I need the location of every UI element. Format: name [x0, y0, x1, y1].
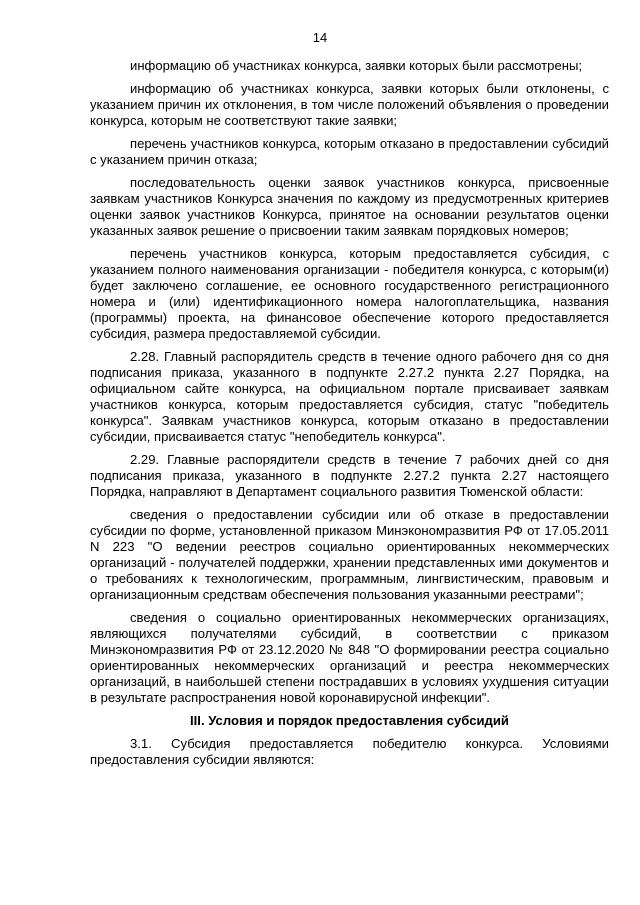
section-heading: III. Условия и порядок предоставления субсидий	[190, 713, 509, 728]
paragraph-recipients-list: перечень участников конкурса, которым предоставляется субсидия, с указанием полного наименования организации - победителя конкурса, с которым(и) будет заключено соглашение, ее основного государственного регистрационного номера и (или) идентификационного номера налогоплательщика, названия (программы) проекта, на финансовое обеспечение которого предоставляется субсидия, размера предоставляемой субсидии.	[90, 246, 609, 341]
paragraph-clause-2-28: 2.28. Главный распорядитель средств в течение одного рабочего дня со дня подписания приказа, указанного в подпункте 2.27.2 пункта 2.27 Порядка, на официальном сайте конкурса, на официальном портале присваивает заявкам участников конкурса, которым предоставляется субсидия, статус "победитель конкурса". Заявкам участников конкурса, которым отказано в предоставлении субсидии, присваивается статус "непобедитель конкурса".	[90, 349, 609, 444]
page-number: 14	[312, 30, 328, 45]
paragraph-nko-info: сведения о социально ориентированных некоммерческих организациях, являющихся получателями субсидий, в соответствии с приказом Минэкономразвития РФ от 23.12.2020 № 848 "О формировании реестра социально ориентированных некоммерческих организаций и реестра некоммерческих организаций, в наибольшей степени пострадавших в условиях ухудшения ситуации в результате распространения новой коронавирусной инфекции".	[90, 610, 609, 705]
document-body	[90, 58, 609, 775]
paragraph-clause-3-1: 3.1. Субсидия предоставляется победителю конкурса. Условиями предоставления субсидии являются:	[90, 736, 609, 767]
paragraph-participants-refused: перечень участников конкурса, которым отказано в предоставлении субсидий с указанием причин отказа;	[90, 136, 609, 167]
paragraph-clause-2-29: 2.29. Главные распорядители средств в течение 7 рабочих дней со дня подписания приказа, указанного в подпункте 2.27.2 пункта 2.27 настоящего Порядка, направляют в Департамент социального развития Тюменской области:	[90, 452, 609, 499]
paragraph-participants-reviewed: информацию об участниках конкурса, заявки которых были рассмотрены;	[130, 58, 583, 73]
paragraph-subsidy-info: сведения о предоставлении субсидии или об отказе в предоставлении субсидии по форме, установленной приказом Минэкономразвития РФ от 17.05.2011 N 223 "О ведении реестров социально ориентированных некоммерческих организаций - получателей поддержки, хранении представленных ими документов и о требованиях к технологическим, программным, лингвистическим, правовым и организационным средствам обеспечения пользования указанными реестрами";	[90, 507, 609, 602]
paragraph-participants-rejected: информацию об участниках конкурса, заявки которых были отклонены, с указанием причин их отклонения, в том числе положений объявления о проведении конкурса, которым не соответствуют такие заявки;	[90, 81, 609, 128]
paragraph-evaluation-sequence: последовательность оценки заявок участников конкурса, присвоенные заявкам участников Конкурса значения по каждому из предусмотренных критериев оценки заявок участников Конкурса, принятое на основании результатов оценки указанных заявок решение о присвоении таким заявкам порядковых номеров;	[90, 175, 609, 238]
